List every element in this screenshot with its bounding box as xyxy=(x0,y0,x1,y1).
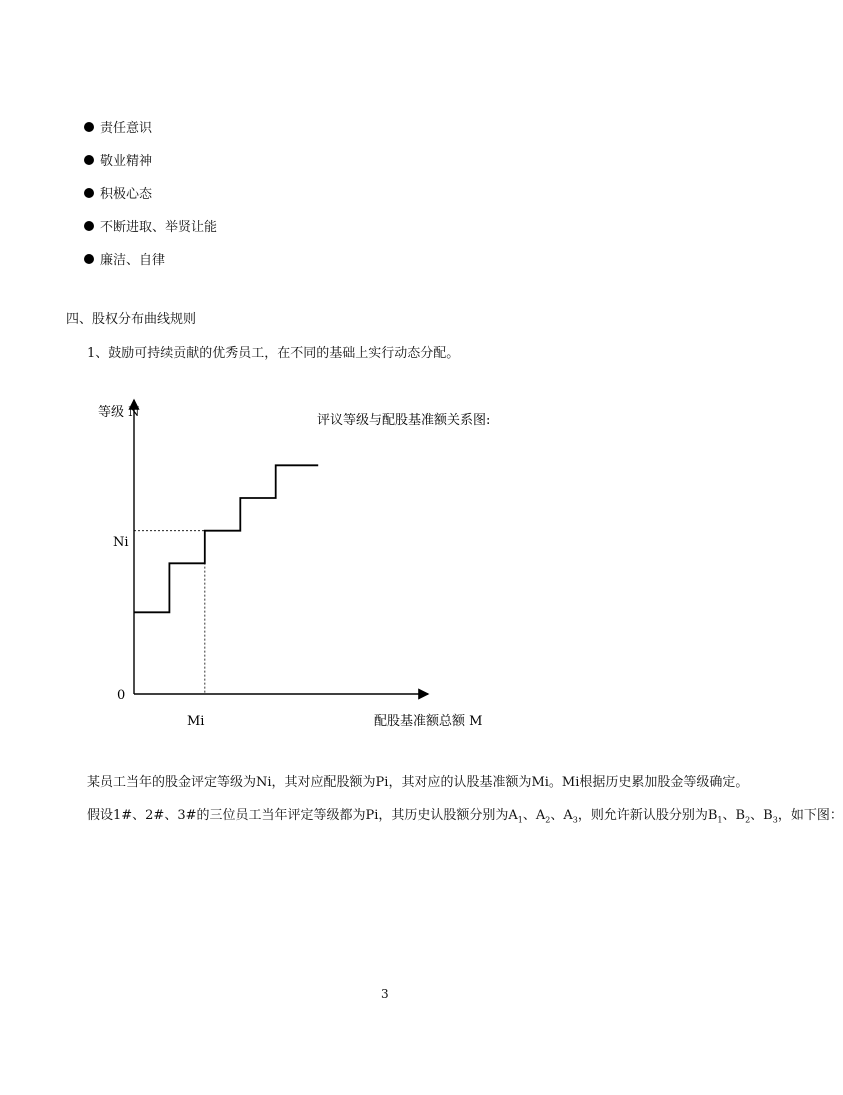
a3-subscript: 3 xyxy=(572,815,578,825)
b1-subscript: 1 xyxy=(717,815,723,825)
assumption-suffix: ，如下图： xyxy=(777,808,843,823)
separator: 、A xyxy=(522,808,546,823)
x-axis-label: 配股基准额总额 M xyxy=(374,714,483,729)
bullet-list xyxy=(84,110,217,275)
chart-title: 评议等级与配股基准额关系图: xyxy=(317,413,491,428)
separator: 、B xyxy=(750,808,773,823)
step-series-line xyxy=(134,465,318,612)
origin-label: 0 xyxy=(117,688,126,703)
bullet-text: 廉洁、自律 xyxy=(100,253,166,268)
x-marker-label: Mi xyxy=(187,714,205,729)
bullet-dot xyxy=(84,122,94,132)
bullet-text: 积极心态 xyxy=(100,187,153,202)
paragraph-explanation: 某员工当年的股金评定等级为Ni，其对应配股额为Pi，其对应的认股基准额为Mi。Mi根据历史累加股金等级确定。 xyxy=(87,775,749,790)
page-number: 3 xyxy=(381,987,389,1001)
y-axis-label: 等级 N xyxy=(98,405,140,420)
separator: 、B xyxy=(722,808,746,823)
bullet-dot xyxy=(84,221,94,231)
paragraph-intro: 1、鼓励可持续贡献的优秀员工，在不同的基础上实行动态分配。 xyxy=(87,346,460,361)
b2-subscript: 2 xyxy=(745,815,751,825)
section-title: 四、股权分布曲线规则 xyxy=(66,312,197,327)
bullet-item xyxy=(84,143,217,176)
bullet-text: 责任意识 xyxy=(100,121,153,136)
assumption-prefix: 假设1#、2#、3#的三位员工当年评定等级都为Pi，其历史认股额分别为A xyxy=(87,808,518,823)
step-chart xyxy=(80,390,491,740)
b3-subscript: 3 xyxy=(772,815,778,825)
bullet-item xyxy=(84,209,217,242)
y-marker-label: Ni xyxy=(113,535,129,550)
bullet-item xyxy=(84,110,217,143)
separator: 、A xyxy=(550,808,573,823)
bullet-dot xyxy=(84,188,94,198)
bullet-text: 敬业精神 xyxy=(100,154,153,169)
bullet-dot xyxy=(84,155,94,165)
bullet-text: 不断进取、举贤让能 xyxy=(100,220,218,235)
a1-subscript: 1 xyxy=(517,815,523,825)
assumption-middle: ，则允许新认股分别为B xyxy=(577,808,718,823)
a2-subscript: 2 xyxy=(545,815,551,825)
bullet-item xyxy=(84,242,217,275)
paragraph-assumption xyxy=(87,804,843,825)
bullet-item xyxy=(84,176,217,209)
bullet-dot xyxy=(84,254,94,264)
